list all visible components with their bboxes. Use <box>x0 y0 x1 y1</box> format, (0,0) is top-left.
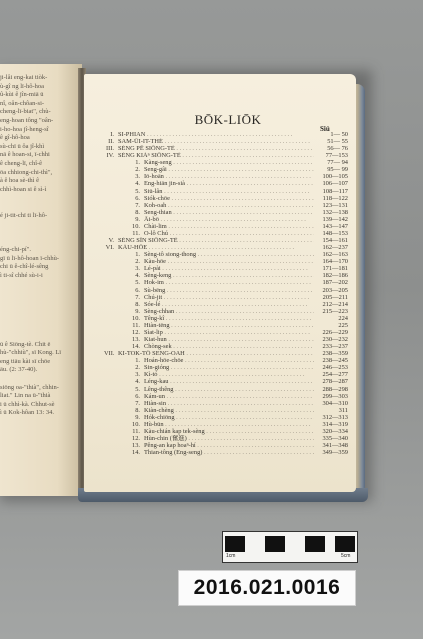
toc-title: Kám-un . . . <box>144 393 314 400</box>
toc-title: Chú-jit . . . <box>144 294 314 301</box>
toc-title: SÈNG PĒ SIŌNG-TÈ . . . <box>118 145 314 152</box>
toc-entry-row <box>104 428 348 435</box>
toc-number: II. <box>108 138 114 146</box>
toc-number: 10. <box>132 420 140 428</box>
toc-entry-row <box>104 202 348 209</box>
left-page-line: āu. (2: 37-40). <box>0 366 38 374</box>
toc-section-row <box>104 138 348 145</box>
toc-entry-row <box>104 173 348 180</box>
toc-pages: 56— 76 <box>327 145 348 153</box>
toc-title: Léng-kau . . . <box>144 378 314 385</box>
toc-title: Koh-oah . . . <box>144 202 314 209</box>
toc-pages: 182—186 <box>322 272 348 280</box>
toc-entry-row <box>104 251 348 258</box>
toc-pages: 132—138 <box>322 208 348 216</box>
toc-title: Hùn-chin (奮進) . . . <box>144 435 314 442</box>
toc-title: Hiàn-sin . . . <box>144 400 314 407</box>
left-page-line: cheng-lī-biat", chù- <box>0 108 51 116</box>
left-page-line: û-kùi ê jîn-miā ū <box>0 91 44 99</box>
toc-number: 6. <box>135 392 140 400</box>
toc-pages: 1— 50 <box>330 131 348 138</box>
toc-pages: 312—313 <box>322 413 348 421</box>
toc-entry-row <box>104 364 348 371</box>
left-page-line: hù-"chhiù", sī Kong. Lī <box>0 349 62 357</box>
toc-number: 11. <box>132 427 140 435</box>
toc-number: I. <box>110 131 114 138</box>
left-page-line: ū ê Siōng-tè. Chit ē <box>0 340 51 348</box>
toc-title: Hok-im . . . <box>144 279 314 286</box>
toc-number: III. <box>106 145 114 153</box>
toc-number: 11. <box>132 229 140 237</box>
toc-entry-row <box>104 258 348 265</box>
toc-number: 2. <box>135 166 140 174</box>
toc-pages: 230—232 <box>322 336 348 344</box>
toc-number: 4. <box>135 272 140 280</box>
toc-title: Hoán-hōe-chōe . . . <box>144 357 314 364</box>
toc-pages: 288—298 <box>322 385 348 393</box>
left-page-line: liat." Lin na ū-"thià <box>0 392 51 400</box>
toc-title: Sèng-keng . . . <box>144 272 314 279</box>
toc-pages: 139—142 <box>322 215 348 223</box>
toc-entry-row <box>104 393 348 400</box>
toc-pages: 254—277 <box>322 371 348 379</box>
toc-title: Iō-hoān . . . <box>144 173 314 180</box>
toc-title: Kiat-hun . . . <box>144 336 314 343</box>
toc-number: 6. <box>135 286 140 294</box>
toc-number: 2. <box>135 364 140 372</box>
catalog-label <box>178 570 356 606</box>
toc-entry-row <box>104 400 348 407</box>
toc-pages: 77—153 <box>325 152 348 160</box>
toc-pages: 215—223 <box>322 307 348 315</box>
toc-title: O-lô Chú . . . <box>144 230 314 237</box>
left-page-line: i ū chhì-kà. Chhut-sè <box>0 400 55 408</box>
toc-number: 12. <box>132 328 140 336</box>
left-page-line: gī ū lī-hô-hoan ī-chhù- <box>0 254 60 262</box>
toc-entry-row <box>104 343 348 350</box>
toc-title: Kàu-chián kap tek-sèng . . . <box>144 428 314 435</box>
toc-number: 9. <box>135 307 140 315</box>
toc-pages: 238—245 <box>322 357 348 365</box>
toc-number: 7. <box>135 201 140 209</box>
toc-number: 5. <box>135 187 140 195</box>
left-page-line: ōa chhiong-chi-thì", <box>0 168 53 176</box>
toc-number: 4. <box>135 378 140 386</box>
toc-number: 3. <box>135 371 140 379</box>
toc-title: Kàu-hōe . . . <box>144 258 314 265</box>
toc-title: Têng-kî . . . <box>144 315 314 322</box>
toc-entry-row <box>104 159 348 166</box>
toc-title: Pêng-an kap hoaⁿ-hí . . . <box>144 442 314 449</box>
toc-pages: 320—334 <box>322 427 348 435</box>
page-column-header: Siú <box>320 125 330 133</box>
toc-entry-row <box>104 301 348 308</box>
left-page-line: eng-hoan tông "oân- <box>0 117 54 124</box>
toc-title: SI-PHIAN . . . <box>118 131 314 138</box>
toc-entry-row <box>104 287 348 294</box>
toc-entry-row <box>104 329 348 336</box>
toc-pages: 226—229 <box>322 328 348 336</box>
toc-title: Siū-lân . . . <box>144 188 314 195</box>
toc-title: Sin-gióng . . . <box>144 364 314 371</box>
left-page <box>0 64 82 496</box>
toc-number: 8. <box>135 208 140 216</box>
toc-number: 9. <box>135 215 140 223</box>
toc-number: 10. <box>132 314 140 322</box>
toc-number: 14. <box>132 343 140 351</box>
toc-pages: 187—202 <box>322 279 348 287</box>
toc-number: 7. <box>135 399 140 407</box>
left-page-line: ê cheng-lī, chî-ê <box>0 160 43 167</box>
toc-pages: 108—117 <box>322 187 348 195</box>
toc-pages: 164—170 <box>322 258 348 266</box>
toc-pages: 162—163 <box>322 251 348 259</box>
left-page-line: chi ū ê-chî-lé-sêng <box>0 263 49 271</box>
toc-title: Hù-būn . . . <box>144 421 314 428</box>
toc-pages: 238—359 <box>322 350 348 358</box>
toc-section-row <box>104 244 348 251</box>
toc-title: Lêng-thêng . . . <box>144 386 314 393</box>
toc-pages: 212—214 <box>322 300 348 308</box>
toc-pages: 143—147 <box>322 222 348 230</box>
toc-entry-row <box>104 216 348 223</box>
left-page-line: eng tiāu kài sī chōe <box>0 357 51 365</box>
toc-entry-row <box>104 230 348 237</box>
left-page-line: ì ti-sî chhé sù-i-i <box>0 271 43 279</box>
toc-entry-row <box>104 166 348 173</box>
toc-section-row <box>104 237 348 244</box>
ruler-segment <box>305 536 325 552</box>
toc-pages: 225 <box>338 321 348 329</box>
toc-title: Sóe-lé . . . <box>144 301 314 308</box>
toc-number: 3. <box>135 173 140 181</box>
toc-entry-row <box>104 414 348 421</box>
toc-entry-row <box>104 265 348 272</box>
toc-pages: 205—211 <box>322 293 348 301</box>
toc-pages: 311 <box>338 406 348 414</box>
toc-number: 5. <box>135 385 140 393</box>
toc-title: KI-TOK-TÔ SENG-OAH . . . <box>118 350 314 357</box>
ruler-left-label: 1cm <box>226 553 236 559</box>
toc-number: 3. <box>135 265 140 273</box>
toc-entry-row <box>104 336 348 343</box>
toc-pages: 246—253 <box>322 364 348 372</box>
toc-pages: 154—161 <box>322 237 348 245</box>
ruler-right-label: 5cm <box>341 553 351 559</box>
left-page-line: ù-gî ng lī-hô-hoa <box>0 82 45 90</box>
toc-number: 1. <box>135 251 140 259</box>
toc-section-row <box>104 131 348 138</box>
toc-title: Kàng-seng . . . <box>144 159 314 166</box>
left-page-line: nî, oân-chôan-si- <box>0 99 45 107</box>
toc-pages: 349—359 <box>322 449 348 457</box>
left-page-line: chhì-hoan si ê sì-ì <box>0 185 47 193</box>
toc-title: Sèng-chhan . . . <box>144 308 314 315</box>
toc-pages: 77— 94 <box>327 159 348 167</box>
toc-entry-row <box>104 209 348 216</box>
toc-entry-row <box>104 378 348 385</box>
toc-pages: 299—303 <box>322 392 348 400</box>
toc-title: Kì-tó . . . <box>144 371 314 378</box>
left-page-line: éng-chi-pí". <box>0 246 31 253</box>
toc-entry-row <box>104 407 348 414</box>
toc-pages: 335—340 <box>322 435 348 442</box>
toc-title: Hiàn-tēng . . . <box>144 322 314 329</box>
left-page-line: ì ū Kok-hôan 13: 34. <box>0 409 54 417</box>
toc-section-row <box>104 350 348 357</box>
toc-entry-row <box>104 272 348 279</box>
toc-number: 6. <box>135 194 140 202</box>
toc-title: Hók-chiōng . . . <box>144 414 314 421</box>
toc-number: 7. <box>135 293 140 301</box>
toc-section-row <box>104 152 348 159</box>
toc-number: 1. <box>135 159 140 167</box>
catalog-number: 2016.021.0016 <box>193 576 341 599</box>
left-page-line: à ê hoa sè-thì ê <box>0 177 39 185</box>
toc-title: Seng-thian . . . <box>144 209 314 216</box>
page-title: BŌK-LIŌK <box>194 112 262 127</box>
left-page-line: ji-lâi eng-kai tiòk- <box>0 74 48 81</box>
toc-number: 8. <box>135 406 140 414</box>
left-page-line: siōng oa-"thià", chhin- <box>0 383 59 391</box>
toc-title: Chài-lim . . . <box>144 223 314 230</box>
toc-title: KÀU-HŌE . . . <box>118 244 314 251</box>
toc-pages: 278—287 <box>322 378 348 386</box>
toc-number: 5. <box>135 279 140 287</box>
left-page-line: é ji-tit-chī ti lī-hô- <box>0 211 48 219</box>
ruler-segment <box>265 536 285 552</box>
ruler-segment <box>335 536 355 552</box>
toc-number: VI. <box>105 244 114 252</box>
toc-pages: 148—153 <box>322 229 348 237</box>
scale-ruler <box>222 531 358 563</box>
toc-entry-row <box>104 315 348 322</box>
toc-title: SÈNG SÎN SIŌNG-TÈ . . . <box>118 237 314 244</box>
toc-number: 8. <box>135 300 140 308</box>
toc-entry-row <box>104 223 348 230</box>
toc-entry-row <box>104 371 348 378</box>
toc-entry-row <box>104 180 348 187</box>
toc-title: Siók-chōe . . . <box>144 195 314 202</box>
toc-pages: 224 <box>338 314 348 322</box>
toc-entry-row <box>104 421 348 428</box>
toc-number: IV. <box>106 152 114 160</box>
toc-title: Eng-hiān jin-sià . . . <box>144 180 314 187</box>
toc-number: 14. <box>132 449 140 457</box>
toc-title: Sù-bēng . . . <box>144 287 314 294</box>
toc-pages: 203—205 <box>322 286 348 294</box>
toc-title: Kiàn-chèng . . . <box>144 407 314 414</box>
toc-entry-row <box>104 322 348 329</box>
toc-pages: 100—105 <box>322 173 348 181</box>
toc-pages: 162—237 <box>322 244 348 252</box>
toc-pages: 51— 55 <box>327 138 348 146</box>
toc-pages: 341—348 <box>322 442 348 450</box>
toc-title: Lé-pài . . . <box>144 265 314 272</box>
toc-entry-row <box>104 195 348 202</box>
toc-title: Chòng-sek . . . <box>144 343 314 350</box>
toc-number: 13. <box>132 336 140 344</box>
toc-pages: 123—131 <box>322 201 348 209</box>
toc-number: 1. <box>135 357 140 365</box>
toc-pages: 304—310 <box>322 399 348 407</box>
toc-entry-row <box>104 308 348 315</box>
toc-pages: 171—181 <box>322 265 348 273</box>
toc-title: Āi-bō . . . <box>144 216 314 223</box>
left-page-line: ê gî-hô-hoa <box>0 134 30 142</box>
toc-entry-row <box>104 357 348 364</box>
toc-title: SAM-ŪI-IT-THÉ . . . <box>118 138 314 145</box>
toc-title: Thian-tông (Eng-seng) . . . <box>144 449 314 456</box>
toc-number: 12. <box>132 435 140 442</box>
toc-entry-row <box>104 188 348 195</box>
toc-number: 2. <box>135 258 140 266</box>
toc-number: V. <box>108 237 114 245</box>
toc-pages: 95— 99 <box>327 166 348 174</box>
toc-entry-row <box>104 435 348 442</box>
toc-section-row <box>104 145 348 152</box>
toc-pages: 118—122 <box>322 194 348 202</box>
toc-title: Seng-gâi . . . <box>144 166 314 173</box>
toc-number: 10. <box>132 222 140 230</box>
left-page-line: sù-chī ū ôa jî-khì <box>0 142 45 150</box>
ruler-segment <box>225 536 245 552</box>
toc-number: VII. <box>104 350 115 358</box>
toc-title: Sìat-lip . . . <box>144 329 314 336</box>
toc-entry-row <box>104 386 348 393</box>
toc-title: Sèng-tô siong-thong . . . <box>144 251 314 258</box>
toc-number: 4. <box>135 180 140 188</box>
toc-entry-row <box>104 442 348 449</box>
toc-number: 11. <box>132 321 140 329</box>
toc-pages: 314—319 <box>322 420 348 428</box>
toc-number: 9. <box>135 413 140 421</box>
toc-pages: 233—237 <box>322 343 348 351</box>
toc-entry-row <box>104 294 348 301</box>
left-page-line: nā ê hoan-si, ī-chhi <box>0 151 50 159</box>
toc-title: SÈNG KIÁⁿ SIŌNG-TÈ . . . <box>118 152 314 159</box>
left-page-line: i-ho-hoa jî-heng-sî <box>0 125 49 133</box>
toc-pages: 106—107 <box>322 180 348 188</box>
toc-entry-row <box>104 449 348 456</box>
toc-number: 13. <box>132 442 140 450</box>
toc-entry-row <box>104 279 348 286</box>
